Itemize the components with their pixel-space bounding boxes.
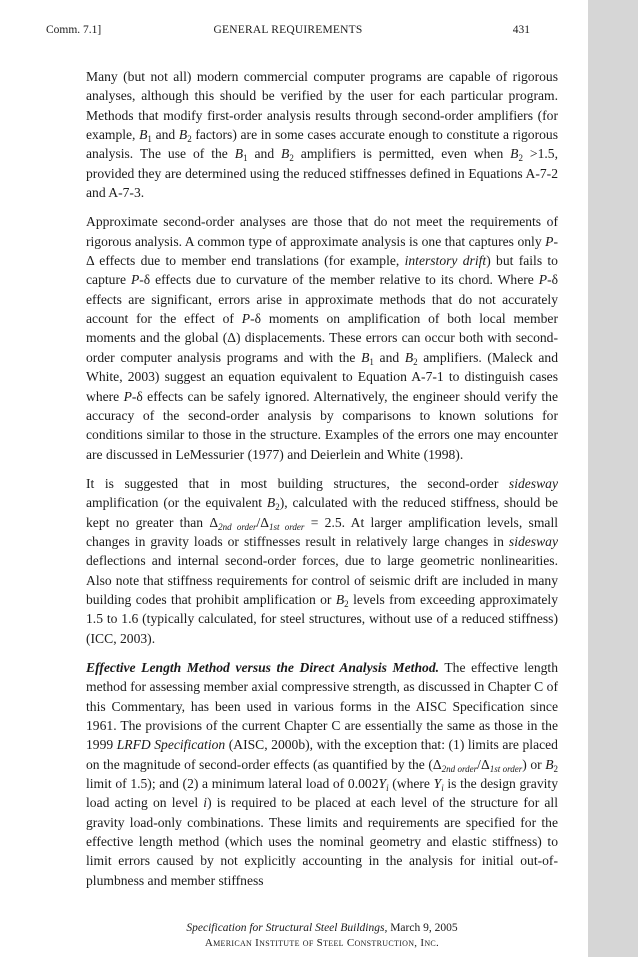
- paragraph-effective-length-method: [86, 658, 558, 890]
- paragraph-approximate-analysis: Approximate second-order analyses are those that do not meet the requirements of rigorous analysis. A common type of approximate analysis is one that captures only P-Δ effects due to member end translations (for example, interstory drift) but fails to capture P-δ effects due to curvature of the member relative to its chord. Where P-δ effects are significant, errors arise in approximate methods that do not accurately account for the effect of P-δ moments on amplification of both local member moments and the global (Δ) displacements. These errors can occur both with second-order computer analysis programs and with the $B_1$ and $B_2$ amplifiers. (Maleck and White, 2003) suggest an equation equivalent to Equation A-7-1 to distinguish cases where P-δ effects can be safely ignored. Alternatively, the engineer should verify the accuracy of the second-order analysis by comparisons to known solutions for conditions similar to those in the structure. Examples of the errors one may encounter are discussed in LeMessurier (1977) and Deierlein and White (1998).: [86, 214, 559, 462]
- footer-citation: [86, 922, 558, 934]
- paragraph-rigorous-analysis: Many (but not all) modern commercial computer programs are capable of rigorous analyses, although this should be verified by the user for each particular program. Methods that modify first-order analysis results through second-order amplifiers (for example, $B_1$ and $B_2$ factors) are in some cases accurate enough to constitute a rigorous analysis. The use of the $B_1$ and $B_2$ amplifiers is permitted, even when $B_2 >1.5$, provided they are determined using the reduced stiffnesses defined in Equations A-7-2 and A-7-3.: [86, 69, 559, 201]
- page-number: 431: [512, 24, 530, 36]
- run-in-heading: Effective Length Method versus the Direct Analysis Method.: [86, 659, 440, 675]
- chapter-title: GENERAL REQUIREMENTS: [213, 24, 363, 36]
- footer-publisher: American Institute of Steel Construction, Inc.: [204, 937, 440, 949]
- section-reference: Comm. 7.1]: [46, 24, 102, 36]
- footer-specification-title: Specification for Structural Steel Buildings,: [186, 922, 388, 934]
- running-header: [46, 24, 530, 40]
- gray-side-margin: [588, 0, 638, 957]
- paragraph-sidesway-amplification: It is suggested that in most building structures, the second-order sidesway amplification (or the equivalent $B_2$), calculated with the reduced stiffness, should be kept no greater than $\Delta_{2nd order}/\Delta_{1st order} = 2.5$. At larger amplification levels, small changes in gravity loads or stiffnesses result in relatively large changes in sidesway deflections and internal second-order forces, due to large geometric nonlinearities. Also note that stiffness requirements for control of seismic drift are included in many building codes that prohibit amplification or $B_2$ levels from exceeding approximately 1.5 to 1.6 (typically calculated, for steel structures, without use of a reduced stiffness) (ICC, 2003).: [86, 475, 558, 646]
- body-text: [86, 67, 558, 890]
- paragraph-effective-length-text: The effective length method for assessing member axial compressive strength, as discussed in Chapter C of this Commentary, has been used in various forms in the AISC Specification since 1961. The provisions of the current Chapter C are essentially the same as those in the 1999 LRFD Specification (AISC, 2000b), with the exception that: (1) limits are placed on the magnitude of second-order effects (as quantified by the $(\Delta_{2nd order}/\Delta_{1st order})$ or $B_2$ limit of 1.5); and (2) a minimum lateral load of $0.002Y_i$ (where $Y_i$ is the design gravity load acting on level i) is required to be placed at each level of the structure for all gravity load-only combinations. These limits and requirements are specified for the effective length method (which uses the nominal geometry and elastic stiffness) to limit errors caused by not explicitly accounting in the analysis for initial out-of-plumbness and member stiffness: [86, 659, 558, 888]
- footer-date: March 9, 2005: [390, 922, 458, 934]
